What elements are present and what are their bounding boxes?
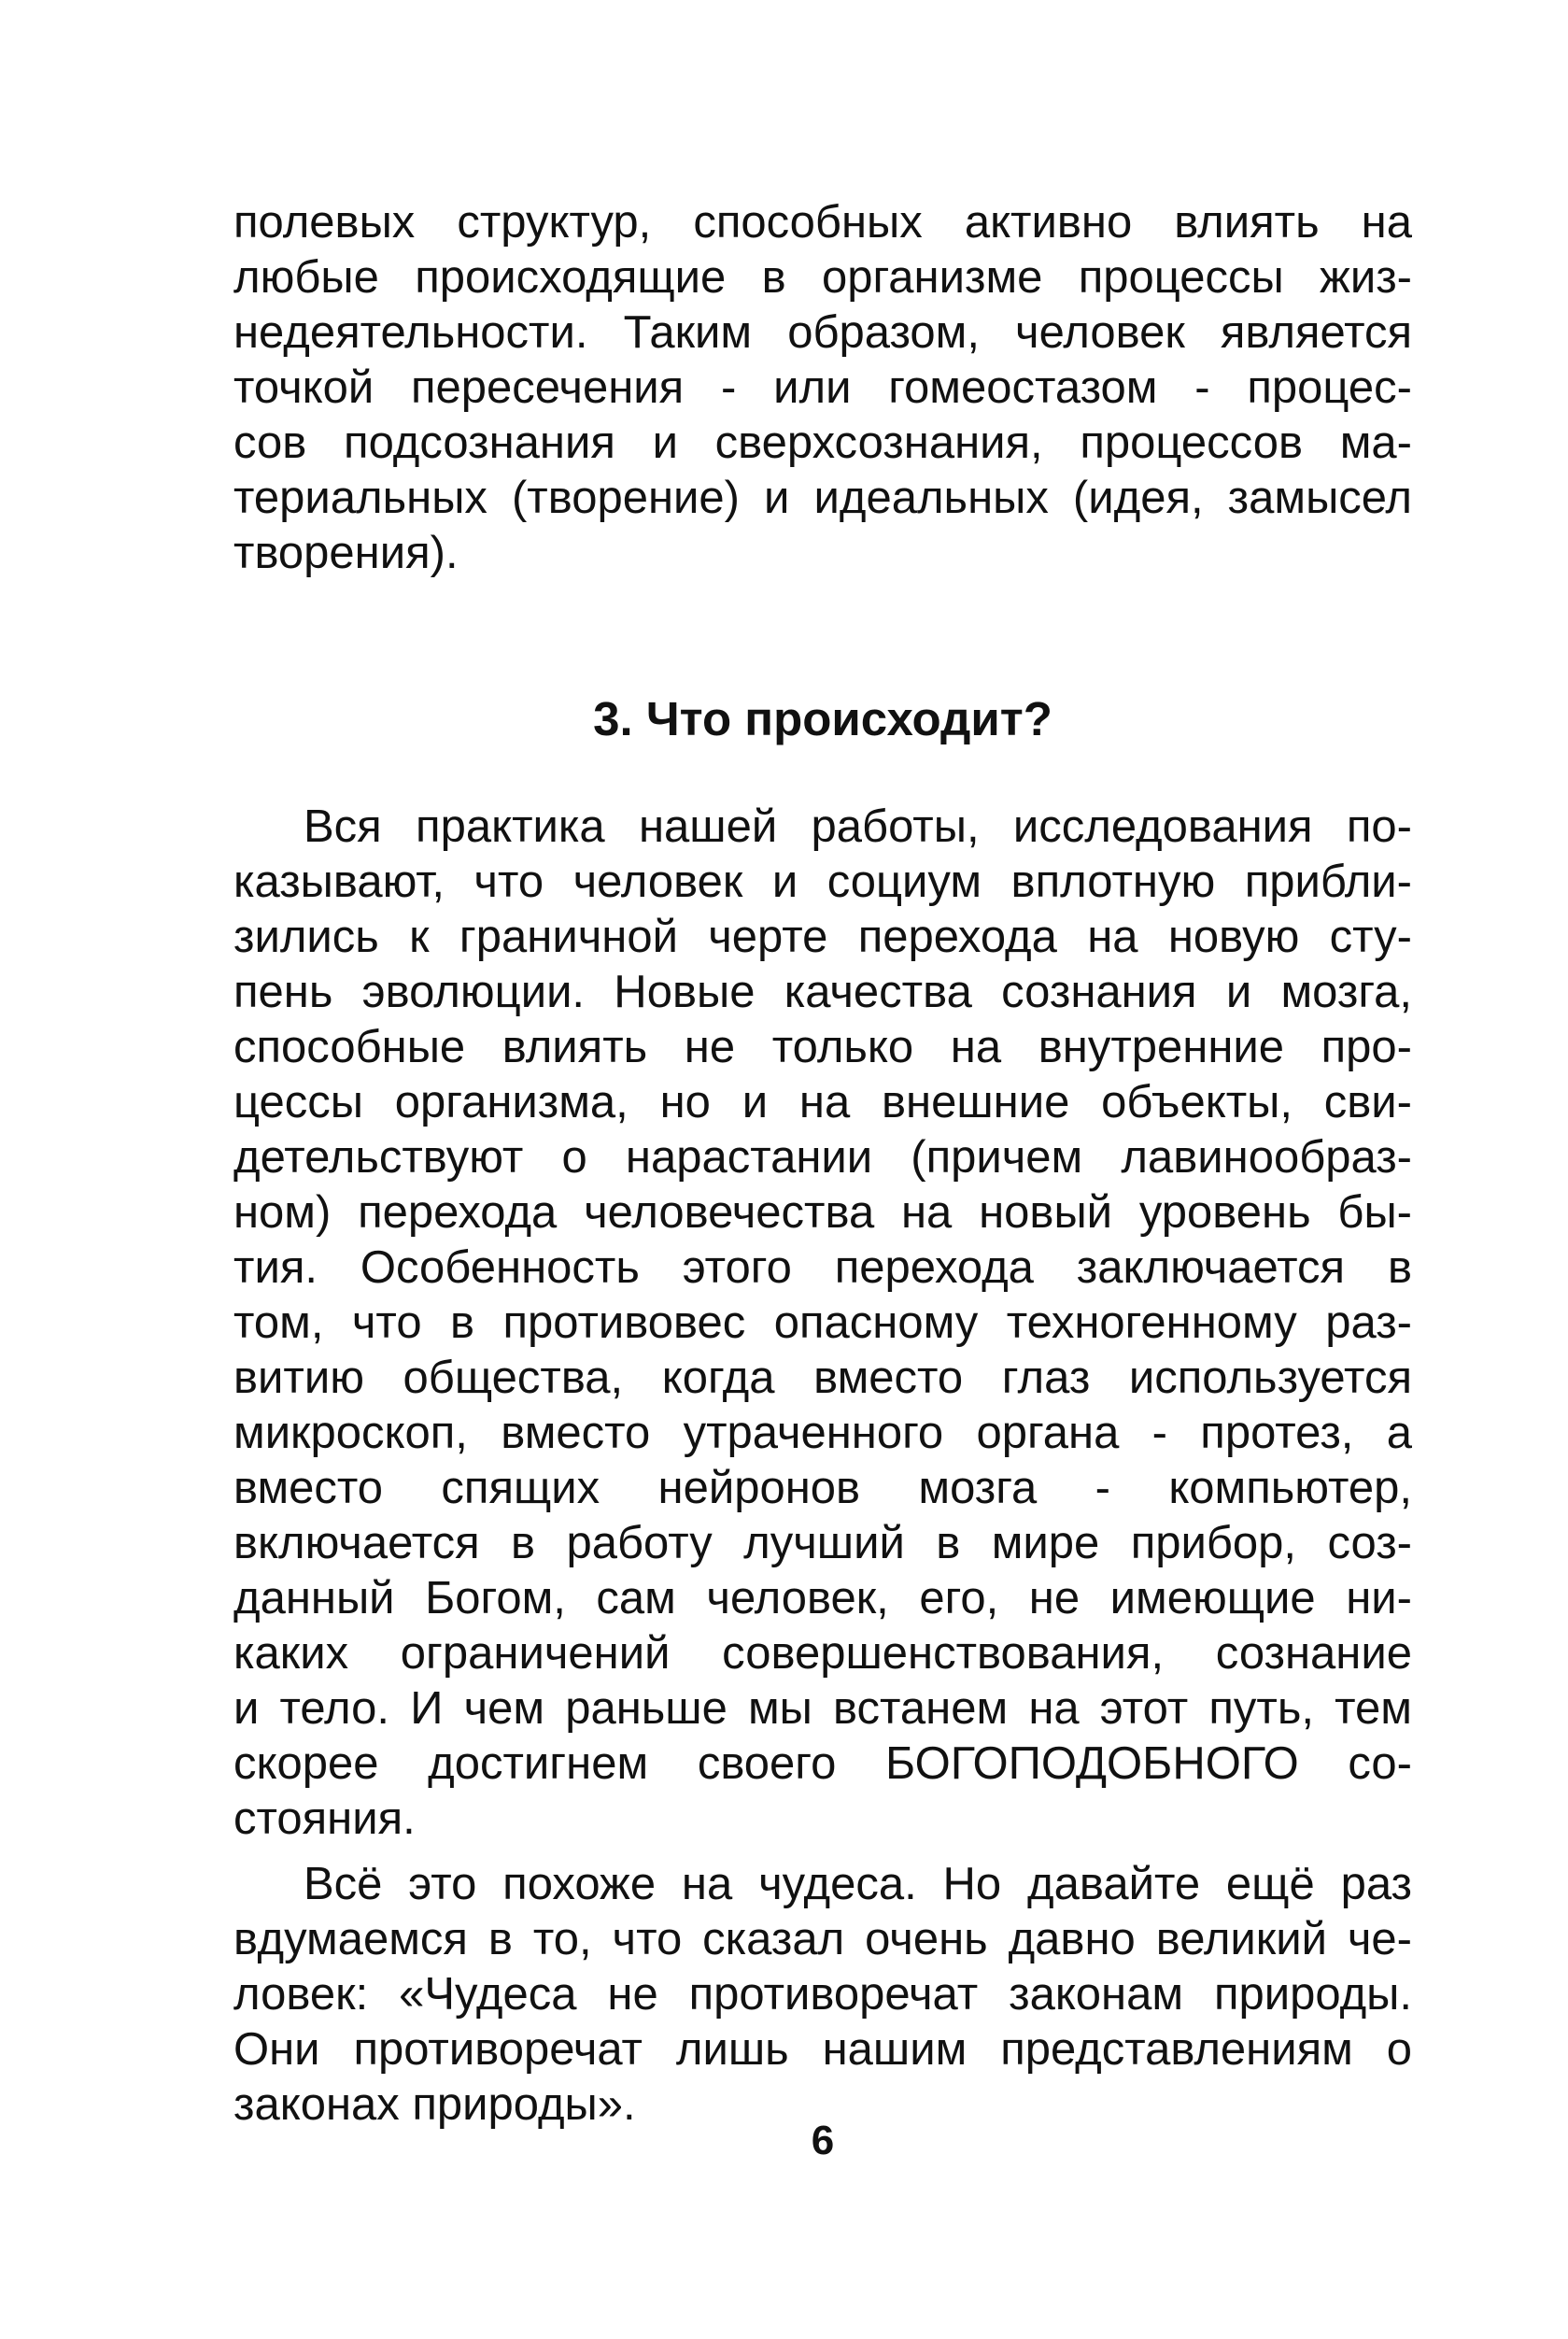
text-line: творения). — [233, 528, 459, 578]
text-line: вдумаемся в то, что сказал очень давно великий че- — [233, 1914, 1412, 1964]
text-line: пень эволюции. Новые качества сознания и мозга, — [233, 967, 1412, 1017]
text-line: зились к граничной черте перехода на новую сту- — [233, 912, 1412, 962]
text-line: данный Богом, сам человек, его, не имеющие ни- — [233, 1573, 1412, 1623]
text-line: сов подсознания и сверхсознания, процессов ма- — [233, 418, 1412, 468]
text-line: вместо спящих нейронов мозга - компьютер, — [233, 1463, 1412, 1513]
text-line: витию общества, когда вместо глаз используется — [233, 1353, 1412, 1403]
text-line: ловек: «Чудеса не противоречат законам природы. — [233, 1969, 1412, 2020]
text-line: микроскоп, вместо утраченного органа - протез, а — [233, 1408, 1412, 1458]
text-line: цессы организма, но и на внешние объекты, сви- — [233, 1077, 1412, 1127]
text-line: любые происходящие в организме процессы жиз- — [233, 252, 1412, 303]
text-line: скорее достигнем своего БОГОПОДОБНОГО со- — [233, 1738, 1412, 1789]
text-line: териальных (творение) и идеальных (идея, замысел — [233, 473, 1412, 523]
text-line: способные влиять не только на внутренние про- — [233, 1022, 1412, 1072]
text-line: каких ограничений совершенствования, сознание — [233, 1628, 1412, 1679]
text-line: казывают, что человек и социум вплотную прибли- — [233, 857, 1412, 907]
text-line: недеятельности. Таким образом, человек является — [233, 307, 1412, 358]
text-line: тия. Особенность этого перехода заключается в — [233, 1242, 1412, 1293]
text-line: Всё это похоже на чудеса. Но давайте ещё раз — [304, 1859, 1412, 1909]
text-line: точкой пересечения - или гомеостазом - процес- — [233, 362, 1412, 413]
text-line: и тело. И чем раньше мы встанем на этот путь, тем — [233, 1683, 1412, 1734]
text-line: Они противоречат лишь нашим представлениям о — [233, 2024, 1412, 2075]
text-line: включается в работу лучший в мире прибор, соз- — [233, 1518, 1412, 1568]
text-line: стояния. — [233, 1793, 416, 1844]
text-line: том, что в противовес опасному техногенному раз- — [233, 1297, 1412, 1348]
page-number: 6 — [811, 2118, 835, 2163]
text-line: Вся практика нашей работы, исследования по- — [304, 801, 1412, 852]
text-line: полевых структур, способных активно влиять на — [233, 197, 1412, 248]
text-line: детельствуют о нарастании (причем лавинообраз- — [233, 1132, 1412, 1183]
section-heading: 3. Что происходит? — [593, 692, 1052, 745]
text-line: ном) перехода человечества на новый уровень бы- — [233, 1187, 1412, 1238]
text-line: законах природы». — [233, 2079, 636, 2130]
